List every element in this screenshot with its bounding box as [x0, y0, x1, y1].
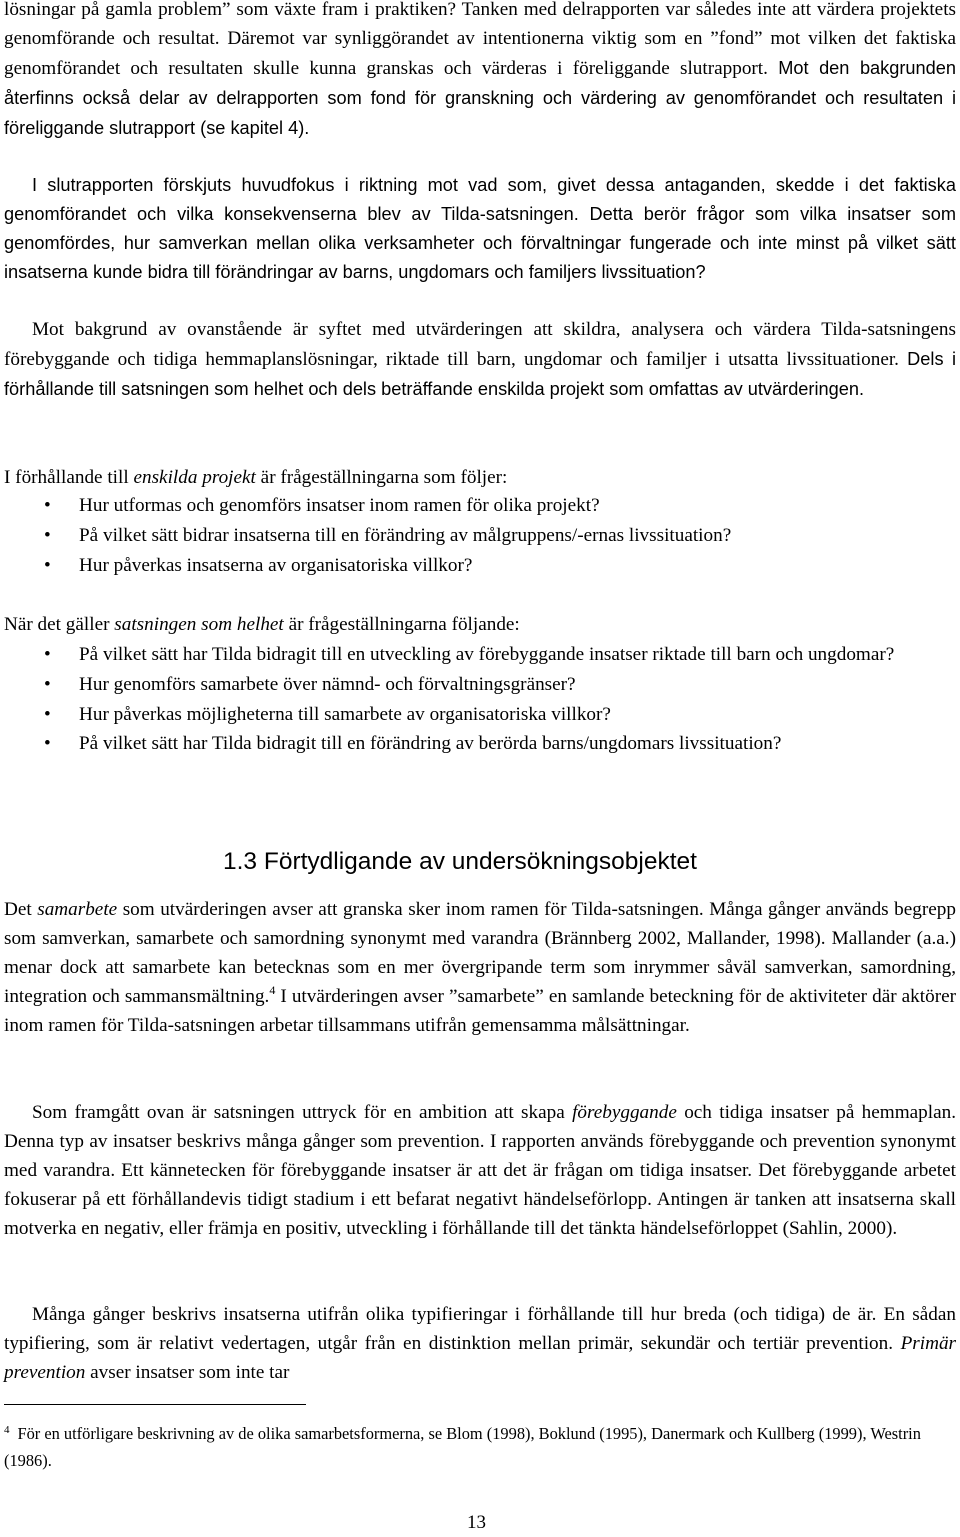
paragraph-emphasis: förebyggande	[572, 1102, 677, 1123]
paragraph-text: som utvärderingen avser att granska sker inom ramen för Tilda-satsningen. Många gånger används begrepp som samverkan, samarbete och samordning synonymt med varandra (Brännberg 2002, Mallander, 1998). Mallander (a.a.) menar dock att samarbete kan betecknas som en mer övergripande term som inrymmer såväl samverkan, samordning, integration och sammansmältning.	[4, 899, 956, 1007]
question-list-whole	[0, 640, 956, 759]
footnote	[4, 1417, 956, 1474]
list-item-text: På vilket sätt bidrar insatserna till en förändring av målgruppens/-ernas livssituation?	[79, 524, 732, 546]
paragraph-text: Det	[4, 899, 38, 920]
paragraph-syfte	[4, 316, 956, 405]
question-intro-text-end: är frågeställningarna följande:	[283, 614, 520, 635]
bullet-icon: •	[44, 673, 51, 695]
list-item	[0, 551, 956, 581]
bullet-icon: •	[44, 644, 51, 665]
list-item-text: På vilket sätt har Tilda bidragit till en utveckling av förebyggande insatser riktade till barn och ungdomar?	[79, 644, 895, 665]
question-intro-emphasis: enskilda projekt	[133, 467, 256, 488]
footnote-number: 4	[4, 1424, 10, 1436]
list-item	[0, 729, 956, 759]
bullet-icon: •	[44, 554, 51, 576]
paragraph-samarbete	[4, 896, 956, 1041]
paragraph-prevention	[4, 1099, 956, 1244]
list-item	[0, 521, 956, 551]
question-list-projects	[0, 491, 956, 580]
page-number: 13	[467, 1512, 486, 1533]
section-heading: 1.3 Förtydligande av undersökningsobjektet	[223, 848, 697, 875]
list-item-text: På vilket sätt har Tilda bidragit till en förändring av berörda barns/ungdomars livssituation?	[79, 733, 782, 755]
paragraph-text: Många gånger beskrivs insatserna utifrån olika typifieringar i förhållande till hur breda (och tidiga) de är. En sådan typifiering, som är relativt vedertagen, utgår från en distinktion mellan primär, sekundär och tertiär prevention.	[4, 1304, 956, 1354]
question-intro-emphasis: satsningen som helhet	[114, 614, 284, 635]
paragraph-syfte-text: Mot bakgrund av ovanstående är syftet med utvärderingen att skildra, analysera och värdera Tilda-satsningens förebyggande och tidiga hemmaplanslösningar, riktade till barn, ungdomar och familjer i utsatta livssituationer.	[4, 319, 956, 370]
footnote-reference[interactable]: 4	[269, 982, 276, 997]
list-item	[0, 700, 956, 730]
list-item	[0, 491, 956, 521]
list-item	[0, 670, 956, 700]
bullet-icon: •	[44, 524, 51, 546]
list-item	[0, 640, 956, 670]
paragraph-text: Som framgått ovan är satsningen uttryck för en ambition att skapa	[32, 1102, 573, 1123]
paragraph-text: I utvärderingen avser ”samarbete” en samlande beteckning för de aktiviteter där aktörer inom ramen för Tilda-satsningen arbetar tillsammans utifrån gemensamma målsättningar.	[4, 985, 956, 1036]
paragraph-intro-sans-text: Mot den bakgrunden återfinns också delar av delrapporten som fond för granskning och värdering av genomförandet och resultaten i föreliggande slutrapport (se kapitel 4).	[4, 57, 957, 138]
bullet-icon: •	[44, 703, 51, 725]
footnote-divider	[4, 1404, 306, 1405]
question-intro-whole	[4, 611, 956, 640]
footnote-text: För en utförligare beskrivning av de olika samarbetsformerna, se Blom (1998), Boklund (1995), Danermark och Kullberg (1999), Westrin (1986).	[4, 1424, 921, 1470]
question-intro-text: I förhållande till	[4, 467, 134, 488]
paragraph-text: och tidiga insatser på hemmaplan. Denna typ av insatser beskrivs många gånger som prevention. I rapporten används förebyggande och prevention synonymt med varandra. Ett kännetecken för förebyggande insatser är att det är frågan om tidiga insatser. Det förebyggande arbetet fokuserar på ett förhållandevis tidigt stadium i ett befarat negativt händelseförlopp. Antingen är tanken att insatserna skall motverka en negativ, eller främja en positiv, utveckling i förhållande till det tänkta händelseförloppet (Sahlin, 2000).	[4, 1102, 956, 1239]
paragraph-syfte-sans-text: Dels i förhållande till satsningen som helhet och dels beträffande enskilda projekt som omfattas av utvärderingen.	[4, 348, 957, 399]
paragraph-text: avser insatser som inte tar	[85, 1361, 290, 1383]
paragraph-emphasis: samarbete	[37, 899, 118, 920]
question-intro-text: När det gäller	[4, 614, 115, 635]
paragraph-slutrapport: I slutrapporten förskjuts huvudfokus i riktning mot vad som, givet dessa antaganden, skedde i det faktiska genomförandet och vilka konsekvenserna blev av Tilda-satsningen. Detta berör frågor som vilka insatser som genomfördes, hur samverkan mellan olika verksamheter och förvaltningar fungerade och inte minst på vilket sätt insatserna kunde bidra till förändringar av barns, ungdomars och familjers livssituation?	[4, 175, 956, 282]
list-item-text: Hur påverkas insatserna av organisatoriska villkor?	[79, 554, 473, 576]
paragraph-typifiering	[4, 1301, 956, 1388]
question-intro-text-end: är frågeställningarna som följer:	[255, 467, 508, 488]
question-intro-projects	[4, 464, 956, 493]
paragraph-intro-text: lösningar på gamla problem” som växte fram i praktiken? Tanken med delrapporten var således inte att värdera projektets genomförande och resultat. Däremot var synliggörandet av intentionerna viktig som en ”fond” mot vilken det faktiska genomförandet och resultaten skulle kunna granskas och värderas i föreliggande slutrapport.	[4, 0, 956, 79]
list-item-text: Hur genomförs samarbete över nämnd- och förvaltningsgränser?	[79, 673, 576, 695]
bullet-icon: •	[44, 495, 51, 516]
list-item-text: Hur utformas och genomförs insatser inom ramen för olika projekt?	[79, 495, 600, 516]
list-item-text: Hur påverkas möjligheterna till samarbete av organisatoriska villkor?	[79, 703, 611, 725]
paragraph-intro	[4, 0, 956, 144]
paragraph-emphasis: Primär prevention	[4, 1332, 956, 1383]
bullet-icon: •	[44, 733, 51, 755]
